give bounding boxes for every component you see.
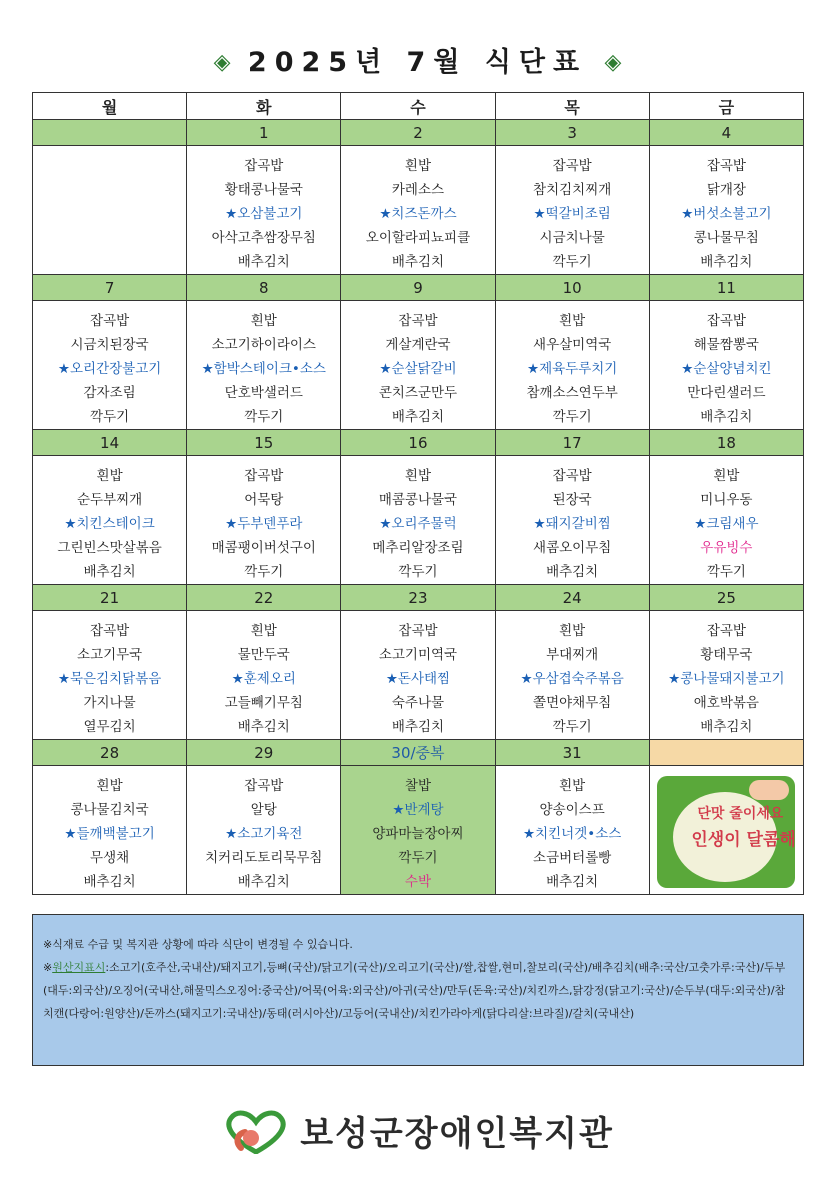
menu-item: ★버섯소불고기 — [681, 206, 772, 222]
menu-item: 배추김치 — [237, 254, 290, 270]
menu-item: 알탕 — [250, 802, 277, 818]
date-cell: 2 — [341, 120, 495, 146]
menu-item: 깍두기 — [552, 409, 592, 425]
menu-item: 깍두기 — [706, 564, 746, 580]
date-cell: 14 — [33, 430, 187, 456]
weekday-header: 목 — [495, 93, 649, 120]
title-text: 2025년 7월 식단표 — [247, 47, 588, 78]
menu-item: 잡곡밥 — [706, 313, 746, 329]
origin-label: 원산지표시 — [52, 961, 106, 974]
menu-item: 콩나물김치국 — [70, 802, 149, 818]
date-cell: 10 — [495, 275, 649, 301]
diamond-icon: ◈ — [213, 50, 231, 75]
meal-cell — [649, 611, 803, 740]
menu-item: 순두부찌개 — [76, 492, 143, 508]
meal-cell — [33, 301, 187, 430]
heart-logo-icon — [221, 1108, 291, 1154]
date-cell: 15 — [187, 430, 341, 456]
date-cell: 24 — [495, 585, 649, 611]
menu-item: 미니우동 — [700, 492, 753, 508]
date-cell: 23 — [341, 585, 495, 611]
menu-item: 배추김치 — [391, 719, 445, 735]
menu-item: 배추김치 — [83, 874, 136, 890]
weekday-header: 월 — [33, 93, 187, 120]
menu-item: 열무김치 — [83, 719, 136, 735]
menu-item: ★들깨백불고기 — [64, 826, 155, 842]
menu-item: 메추리알장조림 — [372, 540, 464, 556]
menu-item: 해물짬뽕국 — [693, 337, 759, 353]
menu-item: 숙주나물 — [391, 695, 445, 711]
menu-item: 깍두기 — [398, 564, 438, 580]
menu-item: ★묵은김치닭볶음 — [57, 671, 162, 687]
menu-item: ★크림새우 — [694, 516, 759, 532]
menu-item: 매콤팽이버섯구이 — [211, 540, 316, 556]
menu-item: ★떡갈비조림 — [533, 206, 611, 222]
menu-item: 시금치나물 — [539, 230, 605, 246]
menu-item: 깍두기 — [552, 719, 592, 735]
meal-cell — [495, 766, 649, 895]
meal-cell — [649, 766, 803, 895]
menu-item: 배추김치 — [237, 874, 290, 890]
menu-item: 흰밥 — [559, 778, 586, 794]
meal-cell — [495, 146, 649, 275]
menu-item: 배추김치 — [237, 719, 290, 735]
meal-cell — [341, 611, 495, 740]
menu-item: ★반계탕 — [392, 802, 444, 818]
menu-item: 배추김치 — [546, 564, 599, 580]
menu-item: 깍두기 — [244, 409, 284, 425]
date-cell: 1 — [187, 120, 341, 146]
menu-item: ★돈사태찜 — [385, 671, 451, 687]
meal-cell — [649, 456, 803, 585]
menu-item: 배추김치 — [391, 254, 445, 270]
menu-item: 깍두기 — [90, 409, 130, 425]
menu-item: 참치김치찌개 — [533, 182, 612, 198]
menu-item: 감자조림 — [83, 385, 136, 401]
menu-item: 깍두기 — [244, 564, 284, 580]
meal-cell — [495, 456, 649, 585]
menu-item: ★소고기육전 — [225, 826, 303, 842]
menu-item: 흰밥 — [250, 623, 277, 639]
meal-cell — [649, 301, 803, 430]
menu-item: 배추김치 — [83, 564, 136, 580]
menu-item: ★치즈돈까스 — [379, 206, 457, 222]
diamond-icon: ◈ — [604, 50, 622, 75]
menu-item: 배추김치 — [546, 874, 599, 890]
menu-item: 배추김치 — [391, 409, 445, 425]
menu-item: ★순살양념치킨 — [681, 361, 772, 377]
menu-item: ★콩나물돼지불고기 — [668, 671, 785, 687]
menu-item: 게살계란국 — [385, 337, 451, 353]
poster-text: 단맛 줄이세요 — [697, 806, 784, 822]
date-cell: 8 — [187, 275, 341, 301]
menu-item: 잡곡밥 — [552, 468, 592, 484]
meal-cell — [187, 611, 341, 740]
menu-item: 흰밥 — [559, 313, 586, 329]
date-row — [33, 120, 804, 146]
menu-item: 흰밥 — [404, 468, 432, 484]
meal-cell — [341, 146, 495, 275]
menu-item: 참깨소스연두부 — [526, 385, 618, 401]
menu-item: 카레소스 — [391, 182, 445, 198]
menu-item: ★오리주물럭 — [379, 516, 457, 532]
date-cell: 17 — [495, 430, 649, 456]
menu-item: 그린빈스맛살볶음 — [57, 540, 162, 556]
menu-item: 황태콩나물국 — [224, 182, 303, 198]
menu-item: 아삭고추쌈장무침 — [211, 230, 316, 246]
health-poster-image — [657, 776, 795, 888]
weekday-header: 수 — [341, 93, 495, 120]
menu-item: 소고기무국 — [76, 647, 143, 663]
menu-item: ★오삼불고기 — [225, 206, 303, 222]
menu-table — [32, 92, 804, 895]
date-cell — [33, 120, 187, 146]
menu-item: 소금버터롤빵 — [533, 850, 612, 866]
date-row — [33, 585, 804, 611]
meal-row — [33, 146, 804, 275]
menu-item: 깍두기 — [398, 850, 438, 866]
meal-cell — [33, 766, 187, 895]
menu-item: ★함박스테이크•소스 — [201, 361, 326, 377]
menu-item: 잡곡밥 — [90, 623, 130, 639]
menu-item: 흰밥 — [559, 623, 586, 639]
menu-item: ★치킨스테이크 — [64, 516, 155, 532]
menu-item: 오이할라피뇨피클 — [365, 230, 471, 246]
meal-cell — [649, 146, 803, 275]
date-cell: 7 — [33, 275, 187, 301]
date-cell: 16 — [341, 430, 495, 456]
date-cell: 9 — [341, 275, 495, 301]
date-cell: 18 — [649, 430, 803, 456]
origin-text: :소고기(호주산,국내산)/돼지고기,등뼈(국산)/닭고기(국산)/오리고기(국산)/쌀,찹쌀,현미,찰보리(국산)/배추김치(배추:국산/고춧가루:국산)/두부(대두:외국산)/오징어(국내산,해물믹스오징어:중국산)/어묵(어육:외국산)/아귀(국산)/만두(돈육:국산)/치킨까스,닭강정(닭고기:국산)/순두부(대두:외국산)/참치캔(다랑어:원양산)/돈까스(돼지고기:국내산)/동태(러시아산)/고등어(국내산)/치킨가라아게(닭다리살:브라질)/갈치(국내산) — [43, 961, 786, 1020]
meal-row — [33, 766, 804, 895]
date-row — [33, 740, 804, 766]
menu-item: 양파마늘장아찌 — [372, 826, 464, 842]
meal-cell — [33, 611, 187, 740]
menu-item: 흰밥 — [96, 468, 123, 484]
menu-item: 새우살미역국 — [533, 337, 612, 353]
menu-item: 무생채 — [90, 850, 130, 866]
date-cell: 31 — [495, 740, 649, 766]
date-row — [33, 275, 804, 301]
menu-item: ★두부덴푸라 — [225, 516, 303, 532]
date-cell: 30/중복 — [341, 740, 495, 766]
meal-cell — [341, 456, 495, 585]
menu-item: 단호박샐러드 — [224, 385, 303, 401]
meal-row — [33, 611, 804, 740]
menu-item: 치커리도토리묵무침 — [205, 850, 323, 866]
meal-cell — [187, 766, 341, 895]
date-cell: 29 — [187, 740, 341, 766]
menu-item: 배추김치 — [700, 254, 753, 270]
meal-cell — [33, 456, 187, 585]
menu-item: 잡곡밥 — [244, 158, 284, 174]
org-name: 보성군장애인복지관 — [300, 1114, 614, 1154]
date-cell: 22 — [187, 585, 341, 611]
meal-row — [33, 456, 804, 585]
meal-cell — [187, 301, 341, 430]
menu-item: 소고기하이라이스 — [211, 337, 316, 353]
menu-item: 양송이스프 — [539, 802, 605, 818]
menu-item: 잡곡밥 — [244, 468, 284, 484]
menu-item: 우유빙수 — [700, 540, 753, 556]
menu-item: 배추김치 — [700, 409, 753, 425]
menu-item: 쫄면야채무침 — [533, 695, 612, 711]
meal-cell — [341, 766, 495, 895]
menu-item: 깍두기 — [552, 254, 592, 270]
meal-row — [33, 301, 804, 430]
menu-item: 배추김치 — [700, 719, 753, 735]
date-cell: 28 — [33, 740, 187, 766]
menu-item: 잡곡밥 — [244, 778, 284, 794]
date-row — [33, 430, 804, 456]
menu-item: ★순살닭갈비 — [379, 361, 457, 377]
menu-item: 황태무국 — [700, 647, 753, 663]
footer — [0, 1106, 835, 1156]
meal-cell — [33, 146, 187, 275]
menu-item: ★오리간장불고기 — [57, 361, 162, 377]
menu-item: 잡곡밥 — [552, 158, 592, 174]
menu-item: 잡곡밥 — [90, 313, 130, 329]
menu-item: 고들빼기무침 — [224, 695, 303, 711]
menu-item: 닭개장 — [706, 182, 746, 198]
origin-info: ※원산지표시:소고기(호주산,국내산)/돼지고기,등뼈(국산)/닭고기(국산)/오리고기(국산)/쌀,찹쌀,현미,찰보리(국산)/배추김치(배추:국산/고춧가루:국산)/두부(대두:외국산)/오징어(국내산,해물믹스오징어:중국산)/어묵(어육:외국산)/아귀(국산)/만두(돈육:국산)/치킨까스,닭강정(닭고기:국산)/순두부(대두:외국산)/참치캔(다랑어:원양산)/돈까스(돼지고기:국내산)/동태(러시아산)/고등어(국내산)/치킨가라아게(닭다리살:브라질)/갈치(국내산) — [43, 961, 786, 1020]
menu-item: 찰밥 — [404, 778, 432, 794]
meal-cell — [187, 146, 341, 275]
date-cell: 25 — [649, 585, 803, 611]
menu-item: 수박 — [404, 874, 432, 890]
menu-item: 된장국 — [552, 492, 592, 508]
menu-item: ★제육두루치기 — [526, 361, 618, 377]
date-cell: 11 — [649, 275, 803, 301]
poster-text: 인생이 달콤해 — [691, 830, 796, 850]
menu-item: ★돼지갈비찜 — [533, 516, 611, 532]
change-notice: ※식재료 수급 및 복지관 상황에 따라 식단이 변경될 수 있습니다. — [43, 938, 353, 951]
menu-item: 잡곡밥 — [398, 623, 438, 639]
menu-item: 부대찌개 — [546, 647, 599, 663]
menu-item: 잡곡밥 — [706, 623, 746, 639]
meal-cell — [187, 456, 341, 585]
date-cell — [649, 740, 803, 766]
menu-item: ★치킨너겟•소스 — [523, 826, 622, 842]
menu-item: 잡곡밥 — [706, 158, 746, 174]
meal-cell — [495, 301, 649, 430]
date-cell: 4 — [649, 120, 803, 146]
menu-item: 애호박볶음 — [693, 695, 759, 711]
menu-item: 잡곡밥 — [398, 313, 438, 329]
menu-item: 시금치된장국 — [70, 337, 149, 353]
meal-cell — [341, 301, 495, 430]
menu-item: 콘치즈군만두 — [378, 385, 458, 401]
weekday-header-row — [33, 93, 804, 120]
hand-icon — [749, 780, 789, 800]
menu-item: 어묵탕 — [244, 492, 284, 508]
menu-item: 흰밥 — [713, 468, 740, 484]
weekday-header: 금 — [649, 93, 803, 120]
date-cell: 3 — [495, 120, 649, 146]
menu-item: 흰밥 — [96, 778, 123, 794]
menu-item: 흰밥 — [250, 313, 277, 329]
meal-cell — [495, 611, 649, 740]
menu-item: 만다린샐러드 — [687, 385, 766, 401]
menu-item: ★우삼겹숙주볶음 — [520, 671, 624, 687]
page-title — [0, 40, 835, 79]
menu-item: 물만두국 — [237, 647, 290, 663]
weekday-header: 화 — [187, 93, 341, 120]
notes-box — [32, 914, 804, 1066]
menu-item: 콩나물무침 — [693, 230, 759, 246]
menu-item: 흰밥 — [404, 158, 432, 174]
date-cell: 21 — [33, 585, 187, 611]
menu-item: ★훈제오리 — [231, 671, 296, 687]
menu-item: 새콤오이무침 — [533, 540, 612, 556]
menu-item: 가지나물 — [83, 695, 136, 711]
menu-item: 매콤콩나물국 — [378, 492, 458, 508]
menu-item: 소고기미역국 — [378, 647, 458, 663]
